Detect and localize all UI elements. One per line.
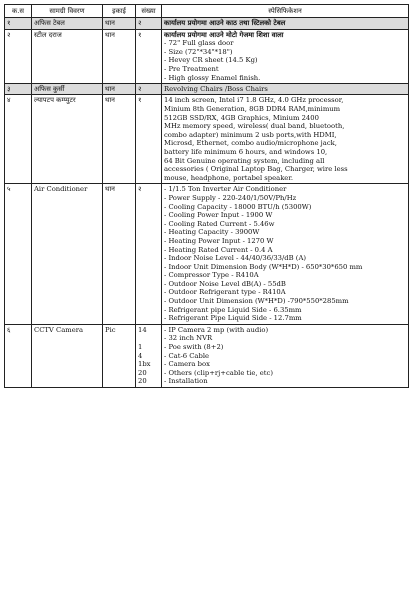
spec-line: 512GB SSD/RX, 4GB Graphics, Minium 2400 bbox=[164, 113, 319, 122]
row-sn: ३ bbox=[5, 84, 32, 95]
table-row bbox=[5, 84, 409, 95]
row-item: Air Conditioner bbox=[32, 184, 103, 325]
row-sn: २ bbox=[5, 29, 32, 84]
row-spec bbox=[162, 29, 409, 84]
spec-line: Minium 8th Generation, 8GB DDR4 RAM,minimum bbox=[164, 105, 341, 113]
row-sn: ६ bbox=[5, 324, 32, 387]
table-row bbox=[5, 324, 409, 387]
spec-line: - Size (72"*34"*18") bbox=[164, 47, 233, 56]
row-unit: थान bbox=[103, 184, 136, 325]
qty-line: 20 bbox=[138, 377, 147, 386]
spec-line: - Pre Treatment bbox=[164, 64, 219, 73]
qty-line: 14 bbox=[138, 325, 147, 334]
row-item: CCTV Camera bbox=[32, 324, 103, 387]
spec-line: कार्यालय प्रयोगमा आउने मोटो गेजमा शिशा वाला bbox=[164, 30, 284, 39]
row-item: स्टील दराज bbox=[32, 29, 103, 84]
spec-line: - Cooling Capacity - 18000 BTU/h (5300W) bbox=[164, 202, 312, 211]
header-unit: इकाई bbox=[103, 5, 136, 18]
row-unit: थान bbox=[103, 84, 136, 95]
specification-table bbox=[4, 4, 409, 388]
qty-line: 20 bbox=[138, 368, 147, 377]
spec-line: MHz memory speed, wireless( dual band, bluetooth, bbox=[164, 122, 345, 131]
row-unit: थान bbox=[103, 29, 136, 84]
row-spec bbox=[162, 18, 409, 29]
spec-line: accessories ( Original Laptop Bag, Charger, wire less bbox=[164, 165, 348, 174]
spec-line: - Outdoor Refrigerant type - R410A bbox=[164, 288, 286, 297]
spec-line: - Poe swith (8+2) bbox=[164, 343, 224, 352]
qty-line: 1 bbox=[138, 343, 143, 352]
header-sn: क.स bbox=[5, 5, 32, 18]
qty-line: 1bx bbox=[138, 360, 151, 369]
header-spec: स्पेसिफिकेशन bbox=[162, 5, 409, 18]
qty-line bbox=[138, 334, 159, 343]
table-row bbox=[5, 18, 409, 29]
spec-line: - Hevey CR sheet (14.5 Kg) bbox=[164, 56, 258, 65]
spec-line: - Outdoor Noise Level dB(A) - 55dB bbox=[164, 279, 286, 288]
spec-line: - 32 inch NVR bbox=[164, 334, 213, 343]
row-qty: २ bbox=[136, 84, 162, 95]
spec-line: 14 inch screen, Intel i7 1.8 GHz, 4.0 GHz processor, bbox=[164, 96, 344, 105]
spec-line: 64 Bit Genuine operating system, including all bbox=[164, 156, 325, 165]
spec-line: - Refrigerant pipe Liquid Side - 6.35mm bbox=[164, 305, 302, 314]
row-unit: Pic bbox=[103, 324, 136, 387]
row-sn: ५ bbox=[5, 184, 32, 325]
spec-line: - Indoor Unit Dimension Body (W*H*D) - 650*30*650 mm bbox=[164, 262, 363, 271]
spec-line: - Installation bbox=[164, 377, 208, 386]
spec-line: Revolving Chairs /Boss Chairs bbox=[164, 85, 268, 94]
spec-line: - Outdoor Unit Dimension (W*H*D) -790*550*285mm bbox=[164, 297, 349, 306]
row-sn: १ bbox=[5, 18, 32, 29]
row-spec bbox=[162, 184, 409, 325]
table-row bbox=[5, 95, 409, 184]
spec-line: - 1/1.5 Ton Inverter Air Conditioner bbox=[164, 185, 287, 194]
header-item: सामग्री विवरण bbox=[32, 5, 103, 18]
spec-line: - IP Camera 2 mp (with audio) bbox=[164, 325, 269, 334]
spec-line: - Heating Capacity - 3900W bbox=[164, 228, 260, 237]
row-item: अफिस कुर्सी bbox=[32, 84, 103, 95]
spec-line: - Indoor Noise Level - 44/40/36/33/dB (A) bbox=[164, 254, 307, 263]
spec-line: - Cat-6 Cable bbox=[164, 351, 210, 360]
spec-line: - Refrigerant Pipe Liquid Side - 12.7mm bbox=[164, 314, 302, 323]
spec-line: - High glossy Enamel finish. bbox=[164, 73, 261, 82]
spec-line: - 72" Full glass door bbox=[164, 39, 234, 48]
spec-line: - Heating Rated Current - 0.4 A bbox=[164, 245, 273, 254]
spec-line: battery life minimum 6 hours, and windows 10, bbox=[164, 147, 328, 156]
row-qty: १ bbox=[136, 95, 162, 184]
qty-line: 4 bbox=[138, 351, 143, 360]
row-item: ल्यापटप कम्प्युटर bbox=[32, 95, 103, 184]
spec-line: - Cooling Rated Current - 5.46w bbox=[164, 219, 275, 228]
row-qty bbox=[136, 324, 162, 387]
spec-line: combo adapter) minimum 2 usb ports,with HDMI, bbox=[164, 130, 337, 139]
row-unit: थान bbox=[103, 18, 136, 29]
row-qty: २ bbox=[136, 18, 162, 29]
table-row bbox=[5, 29, 409, 84]
row-spec bbox=[162, 95, 409, 184]
spec-line: - Heating Power Input - 1270 W bbox=[164, 236, 274, 245]
row-spec bbox=[162, 324, 409, 387]
spec-line: - Compressor Type - R410A bbox=[164, 271, 259, 280]
spec-line: mouse, headphone, portabel speaker. bbox=[164, 173, 293, 182]
row-item: अफिस टेबल bbox=[32, 18, 103, 29]
row-sn: ४ bbox=[5, 95, 32, 184]
spec-line: - Others (clip+rj+cable tie, etc) bbox=[164, 368, 273, 377]
spec-line: कार्यालय प्रयोगमा आउने काठ तथा स्टिलको टेबल bbox=[164, 19, 286, 28]
row-unit: थान bbox=[103, 95, 136, 184]
row-qty: १ bbox=[136, 29, 162, 84]
spec-line: - Power Supply - 220-240/1/50V/Ph/Hz bbox=[164, 193, 297, 202]
header-qty: संख्या bbox=[136, 5, 162, 18]
row-qty: २ bbox=[136, 184, 162, 325]
spec-line: Microsd, Ethernet, combo audio/microphone jack, bbox=[164, 139, 337, 148]
spec-line: - Camera box bbox=[164, 360, 210, 369]
spec-line: - Cooling Power Input - 1900 W bbox=[164, 211, 273, 220]
header-row bbox=[5, 5, 409, 18]
table-row bbox=[5, 184, 409, 325]
row-spec bbox=[162, 84, 409, 95]
